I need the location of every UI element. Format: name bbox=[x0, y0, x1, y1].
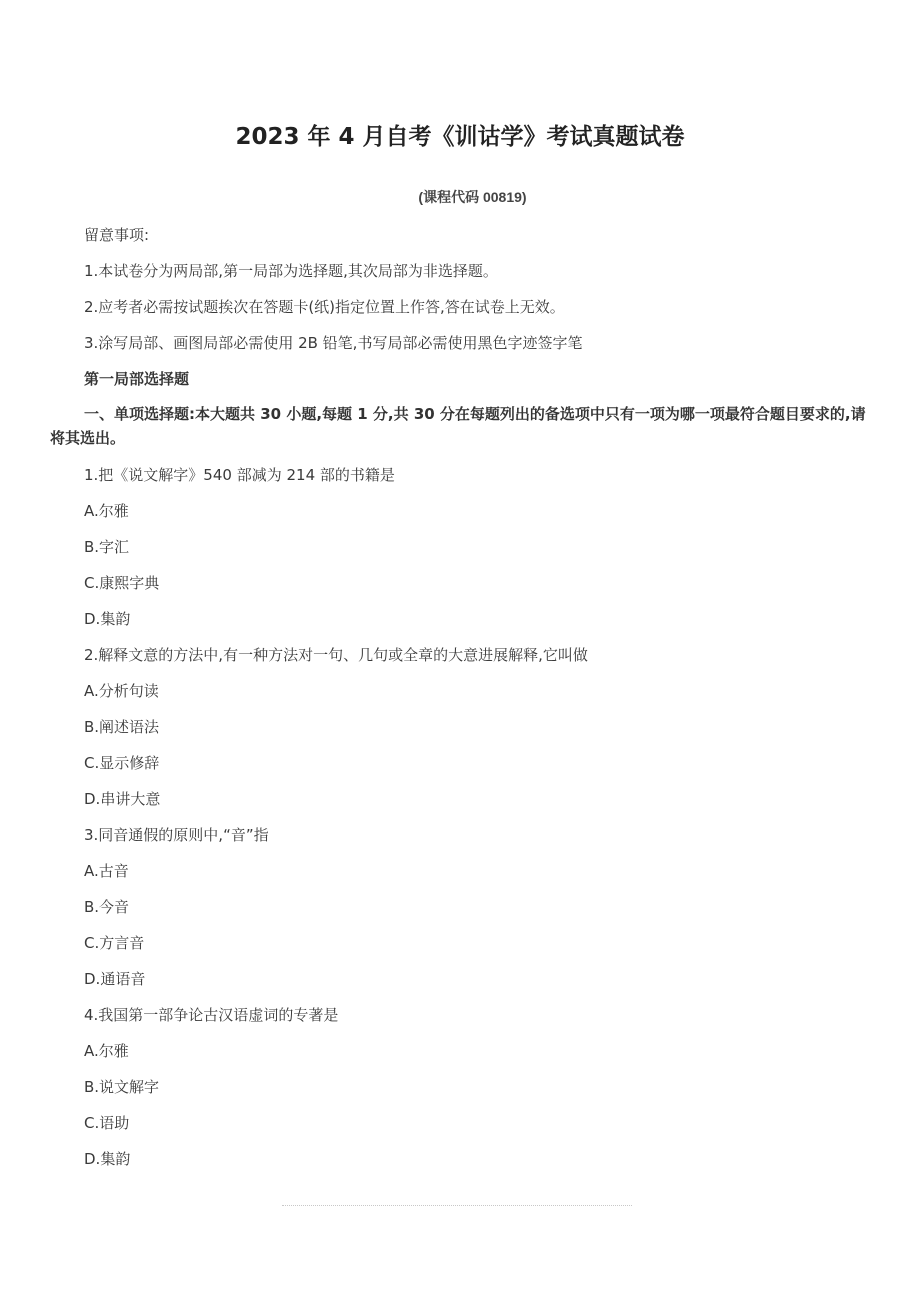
question-option: D.通语音 bbox=[84, 970, 146, 988]
part-heading: 第一局部选择题 bbox=[84, 370, 190, 388]
question-option: C.方言音 bbox=[84, 934, 145, 952]
question-option: A.古音 bbox=[84, 862, 129, 880]
question-stem: 2.解释文意的方法中,有一种方法对一句、几句或全章的大意进展解释,它叫做 bbox=[84, 646, 588, 664]
question-option: D.串讲大意 bbox=[84, 790, 161, 808]
question-option: C.康熙字典 bbox=[84, 574, 160, 592]
question-option: D.集韵 bbox=[84, 610, 131, 628]
question-option: C.显示修辞 bbox=[84, 754, 160, 772]
question-option: B.说文解字 bbox=[84, 1078, 160, 1096]
question-option: A.尔雅 bbox=[84, 502, 129, 520]
section-instruction: 一、单项选择题:本大题共 30 小题,每题 1 分,共 30 分在每题列出的备选项中只有一项为哪一项最符合题目要求的,请将其选出。 bbox=[50, 405, 866, 447]
question-option: A.尔雅 bbox=[84, 1042, 129, 1060]
exam-title: 2023 年 4 月自考《训诂学》考试真题试卷 bbox=[235, 124, 685, 150]
note-item: 1.本试卷分为两局部,第一局部为选择题,其次局部为非选择题。 bbox=[84, 262, 498, 280]
question-option: A.分析句读 bbox=[84, 682, 159, 700]
question-option: D.集韵 bbox=[84, 1150, 131, 1168]
course-code: (课程代码 00819) bbox=[418, 189, 527, 205]
question-option: C.语助 bbox=[84, 1114, 130, 1132]
note-item: 3.涂写局部、画图局部必需使用 2B 铅笔,书写局部必需使用黑色字迹签字笔 bbox=[84, 334, 583, 352]
question-option: B.阐述语法 bbox=[84, 718, 160, 736]
footer-divider bbox=[282, 1205, 632, 1206]
note-item: 2.应考者必需按试题挨次在答题卡(纸)指定位置上作答,答在试卷上无效。 bbox=[84, 298, 565, 316]
question-option: B.今音 bbox=[84, 898, 130, 916]
question-stem: 1.把《说文解字》540 部减为 214 部的书籍是 bbox=[84, 466, 395, 484]
question-stem: 3.同音通假的原则中,“音”指 bbox=[84, 826, 269, 844]
notes-heading: 留意事项: bbox=[84, 226, 150, 244]
question-stem: 4.我国第一部争论古汉语虚词的专著是 bbox=[84, 1006, 339, 1024]
question-option: B.字汇 bbox=[84, 538, 130, 556]
